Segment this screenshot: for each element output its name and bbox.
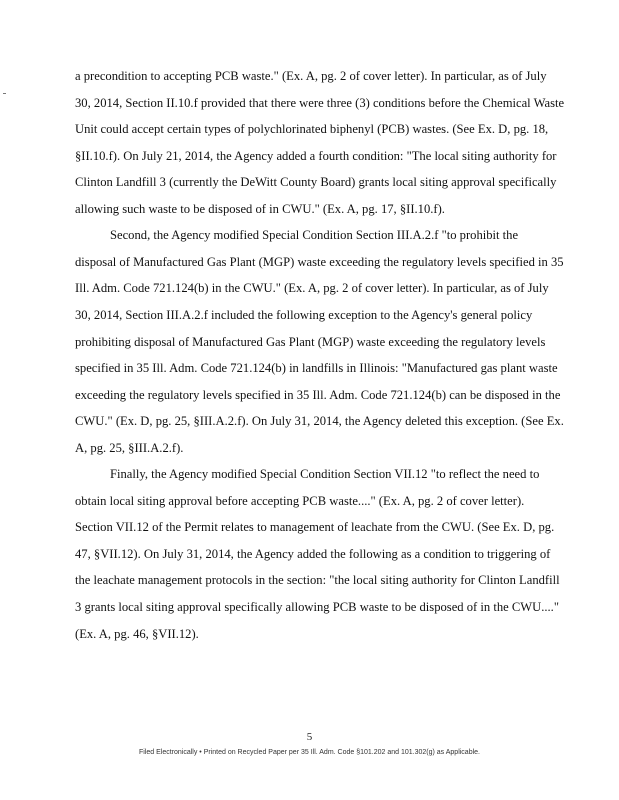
text-line: Ill. Adm. Code 721.124(b) in the CWU." (Ex. A, pg. 2 of cover letter). In particular, as of July	[75, 281, 549, 296]
page-number: 5	[306, 731, 313, 743]
text-line: (Ex. A, pg. 46, §VII.12).	[75, 626, 199, 641]
text-line: Clinton Landfill 3 (currently the DeWitt County Board) grants local siting approval specifically	[75, 175, 557, 190]
text-line: exceeding the regulatory levels specified in 35 Ill. Adm. Code 721.124(b) can be disposed in the	[75, 387, 561, 402]
text-line: Second, the Agency modified Special Condition Section III.A.2.f "to prohibit the	[110, 228, 519, 243]
text-line: specified in 35 Ill. Adm. Code 721.124(b) in landfills in Illinois: "Manufactured gas plant waste	[75, 361, 558, 376]
text-line: prohibiting disposal of Manufactured Gas Plant (MGP) waste exceeding the regulatory levels	[75, 334, 546, 349]
text-line: CWU." (Ex. D, pg. 25, §III.A.2.f). On July 31, 2014, the Agency deleted this exception. (See Ex.	[75, 414, 564, 429]
scan-mark	[3, 93, 6, 94]
footer-notice: Filed Electronically • Printed on Recycled Paper per 35 Ill. Adm. Code §101.202 and 101.302(g) as Applicable.	[139, 749, 480, 756]
text-line: Finally, the Agency modified Special Condition Section VII.12 "to reflect the need to	[110, 467, 540, 482]
text-line: 30, 2014, Section II.10.f provided that there were three (3) conditions before the Chemical Waste	[75, 95, 565, 110]
text-line: the leachate management protocols in the section: "the local siting authority for Clinton Landfill	[75, 573, 560, 588]
text-line: allowing such waste to be disposed of in CWU." (Ex. A, pg. 17, §II.10.f).	[75, 201, 445, 216]
text-line: 47, §VII.12). On July 31, 2014, the Agency added the following as a condition to triggering of	[75, 546, 551, 561]
text-line: 3 grants local siting approval specifically allowing PCB waste to be disposed of in the CWU...."	[75, 600, 559, 614]
text-line: 30, 2014, Section III.A.2.f included the following exception to the Agency's general policy	[75, 307, 533, 322]
text-line: Section VII.12 of the Permit relates to management of leachate from the CWU. (See Ex. D, pg.	[75, 520, 555, 535]
text-line: obtain local siting approval before accepting PCB waste...." (Ex. A, pg. 2 of cover letter).	[75, 493, 525, 508]
text-line: disposal of Manufactured Gas Plant (MGP) waste exceeding the regulatory levels specified in 35	[75, 254, 564, 269]
text-line: Unit could accept certain types of polychlorinated biphenyl (PCB) wastes. (See Ex. D, pg. 18,	[75, 122, 549, 137]
text-line: A, pg. 25, §III.A.2.f).	[75, 440, 184, 455]
text-line: §II.10.f). On July 21, 2014, the Agency added a fourth condition: "The local siting authority for	[75, 148, 557, 163]
text-line: a precondition to accepting PCB waste." (Ex. A, pg. 2 of cover letter). In particular, as of July	[75, 69, 547, 83]
